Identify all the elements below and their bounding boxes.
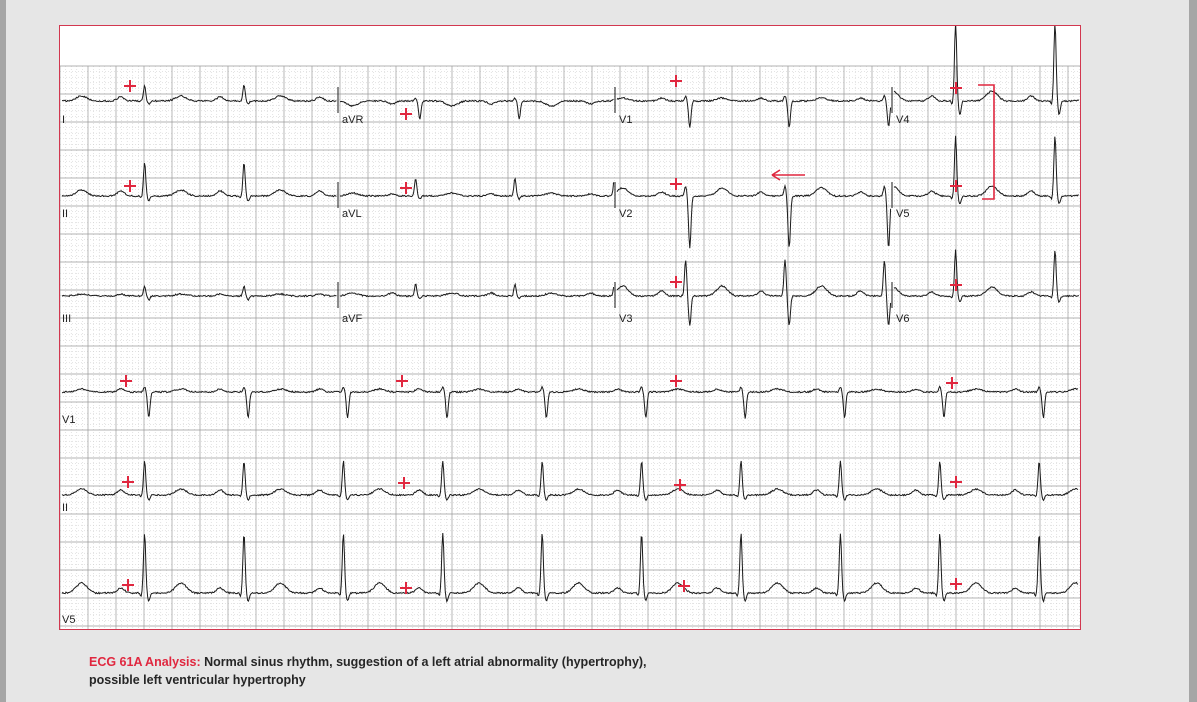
p-wave-markers <box>120 75 962 594</box>
lead-label-avf: aVF <box>342 313 363 325</box>
lead-label-ii: II <box>62 208 69 220</box>
plus-marker-icon <box>122 579 134 591</box>
rhythm-strip-v5 <box>62 533 1078 602</box>
lead-label-v5: V5 <box>896 208 910 220</box>
lead-label-avr: aVR <box>342 114 364 126</box>
left-frame-edge <box>0 0 6 702</box>
major-grid <box>60 66 1080 629</box>
plus-marker-icon <box>678 580 690 592</box>
ecg-caption <box>89 653 689 689</box>
plus-marker-icon <box>670 276 682 288</box>
left-arrow-icon <box>772 170 805 180</box>
minor-grid <box>60 66 1080 629</box>
caption-text: Normal sinus rhythm, suggestion of a left atrial abnormality (hypertrophy), possible left ventricular hypertrophy <box>89 655 647 687</box>
voltage-bracket-icon <box>978 85 994 199</box>
lead-label-v4: V4 <box>896 114 910 126</box>
plus-marker-icon <box>950 578 962 590</box>
lead-trace-avr <box>340 98 614 119</box>
plus-marker-icon <box>400 108 412 120</box>
lead-label-v3: V3 <box>619 313 633 325</box>
ecg-figure <box>59 25 1081 630</box>
lead-label-avl: aVL <box>342 208 362 220</box>
plus-marker-icon <box>670 178 682 190</box>
plus-marker-icon <box>120 375 132 387</box>
lead-trace-v4 <box>894 26 1079 114</box>
rhythm-label-v1: V1 <box>62 414 76 426</box>
lead-trace-i <box>62 86 336 105</box>
rhythm-label-v5: V5 <box>62 614 76 626</box>
ecg-tracing <box>60 26 1080 629</box>
plus-marker-icon <box>396 375 408 387</box>
plus-marker-icon <box>398 477 410 489</box>
lead-label-v1: V1 <box>619 114 633 126</box>
plus-marker-icon <box>124 80 136 92</box>
ecg-grid <box>60 66 1080 629</box>
lead-label-iii: III <box>62 313 72 325</box>
lead-trace-v5 <box>894 136 1079 204</box>
lead-label-i: I <box>62 114 66 126</box>
lead-label-v6: V6 <box>896 313 910 325</box>
rhythm-label-ii: II <box>62 502 69 514</box>
rhythm-strip-v1 <box>62 386 1078 418</box>
right-frame-edge <box>1189 0 1197 702</box>
plus-marker-icon <box>670 75 682 87</box>
plus-marker-icon <box>124 180 136 192</box>
plus-marker-icon <box>950 279 962 291</box>
lead-trace-avf <box>340 284 614 298</box>
caption-title: ECG 61A Analysis: <box>89 655 201 669</box>
plus-marker-icon <box>950 82 962 94</box>
plus-marker-icon <box>670 375 682 387</box>
lead-label-v2: V2 <box>619 208 633 220</box>
plus-marker-icon <box>950 180 962 192</box>
